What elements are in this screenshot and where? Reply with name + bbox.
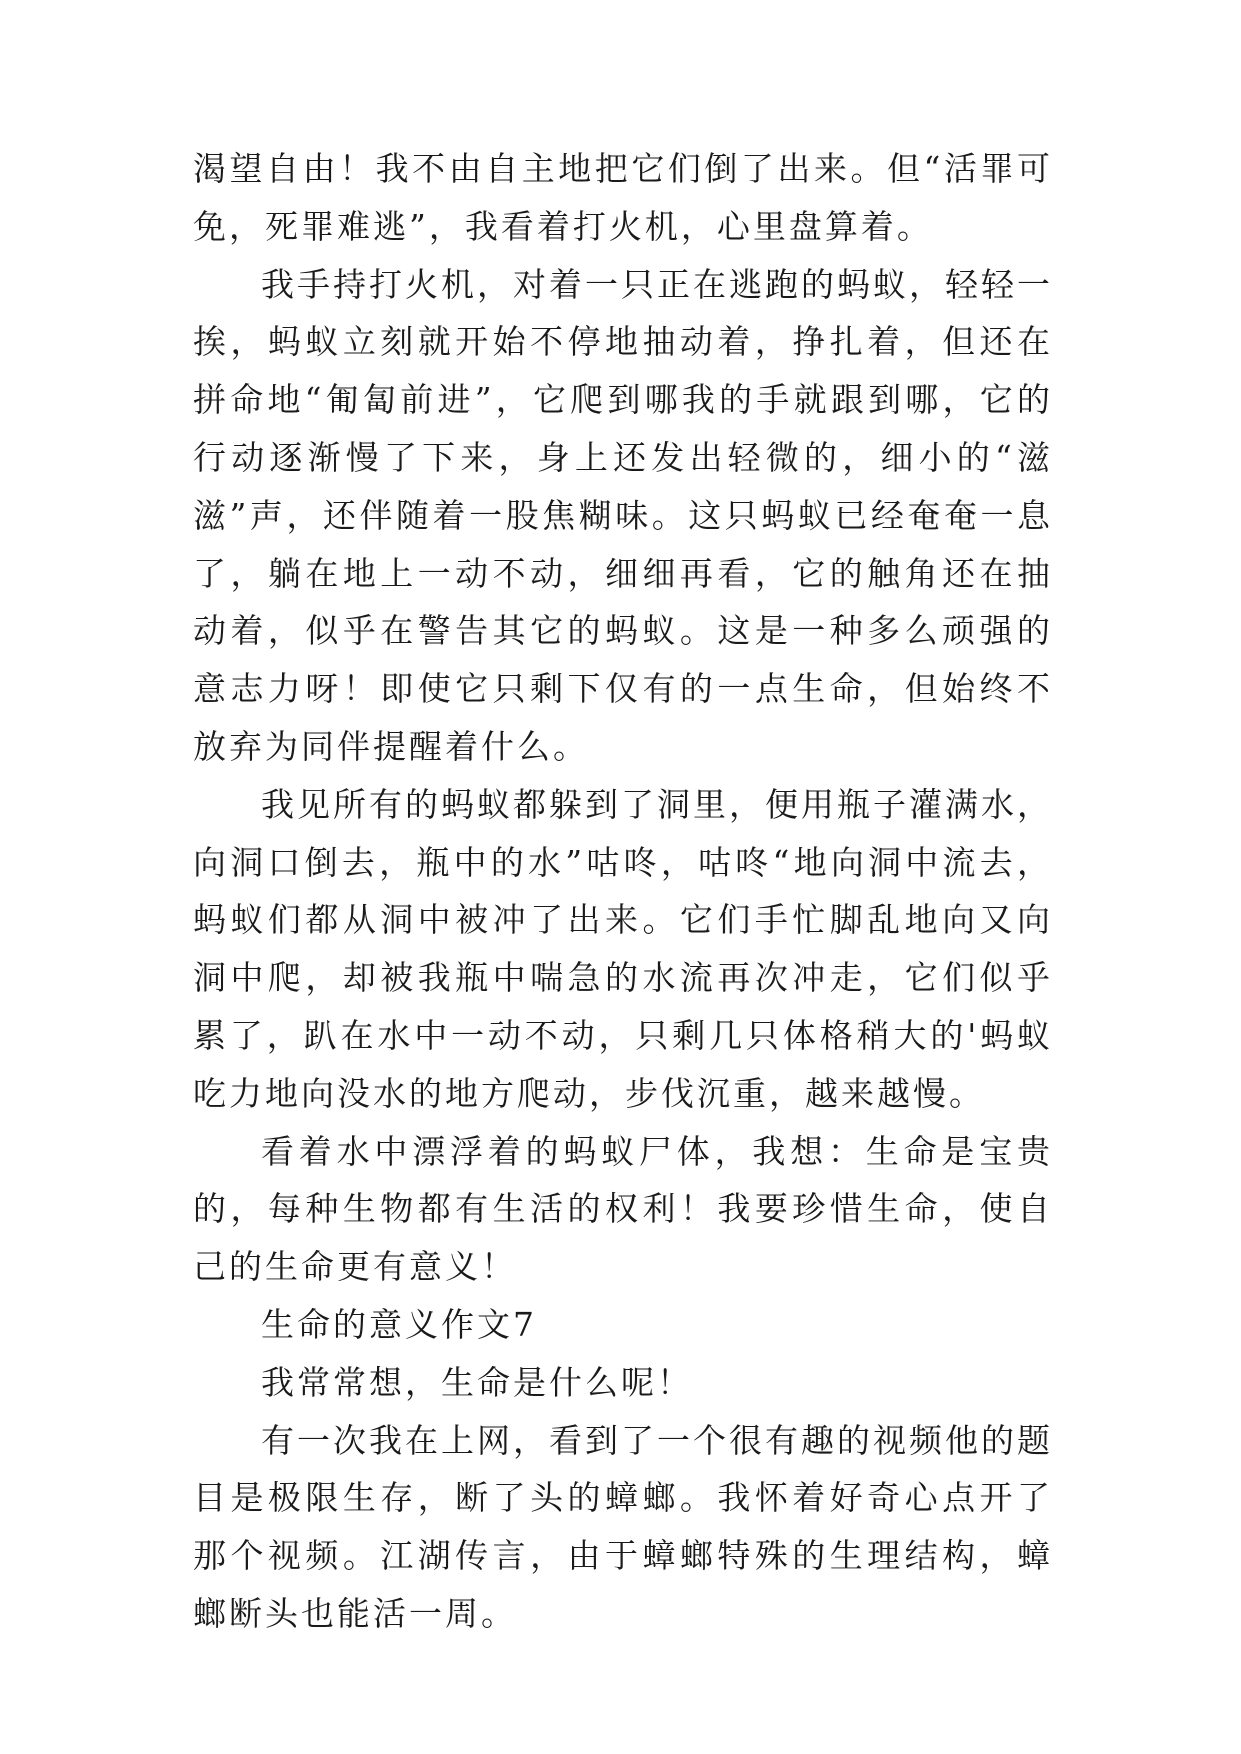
paragraph-water: 我见所有的蚂蚁都躲到了洞里，便用瓶子灌满水，向洞口倒去，瓶中的水”咕咚，咕咚“地向洞中流去，蚂蚁们都从洞中被冲了出来。它们手忙脚乱地向又向洞中爬，却被我瓶中喘急的水流再次冲走，它们似乎累了，趴在水中一动不动，只剩几只体格稍大的'蚂蚁吃力地向没水的地方爬动，步伐沉重，越来越慢。: [193, 784, 1053, 1113]
paragraph-lighter: 我手持打火机，对着一只正在逃跑的蚂蚁，轻轻一挨，蚂蚁立刻就开始不停地抽动着，挣扎着，但还在拼命地“匍匐前进”，它爬到哪我的手就跟到哪，它的行动逐渐慢了下来，身上还发出轻微的，细小的“滋滋”声，还伴随着一股焦糊味。这只蚂蚁已经奄奄一息了，躺在地上一动不动，细细再看，它的触角还在抽动着，似乎在警告其它的蚂蚁。这是一种多么顽强的意志力呀！即使它只剩下仅有的一点生命，但始终不放弃为同伴提醒着什么。: [193, 264, 1053, 766]
paragraph-video: 有一次我在上网，看到了一个很有趣的视频他的题目是极限生存，断了头的蟑螂。我怀着好奇心点开了那个视频。江湖传言，由于蟑螂特殊的生理结构，蟑螂断头也能活一周。: [193, 1420, 1053, 1633]
paragraph-continued: 渴望自由！我不由自主地把它们倒了出来。但“活罪可免，死罪难逃”，我看着打火机，心里盘算着。: [193, 149, 1053, 246]
paragraph-question: 我常常想，生命是什么呢！: [261, 1362, 693, 1402]
document-body: [193, 140, 1053, 1643]
paragraph-reflection: 看着水中漂浮着的蚂蚁尸体，我想：生命是宝贵的，每种生物都有生活的权利！我要珍惜生命，使自己的生命更有意义！: [193, 1131, 1053, 1287]
section-heading: 生命的意义作文7: [261, 1304, 537, 1344]
